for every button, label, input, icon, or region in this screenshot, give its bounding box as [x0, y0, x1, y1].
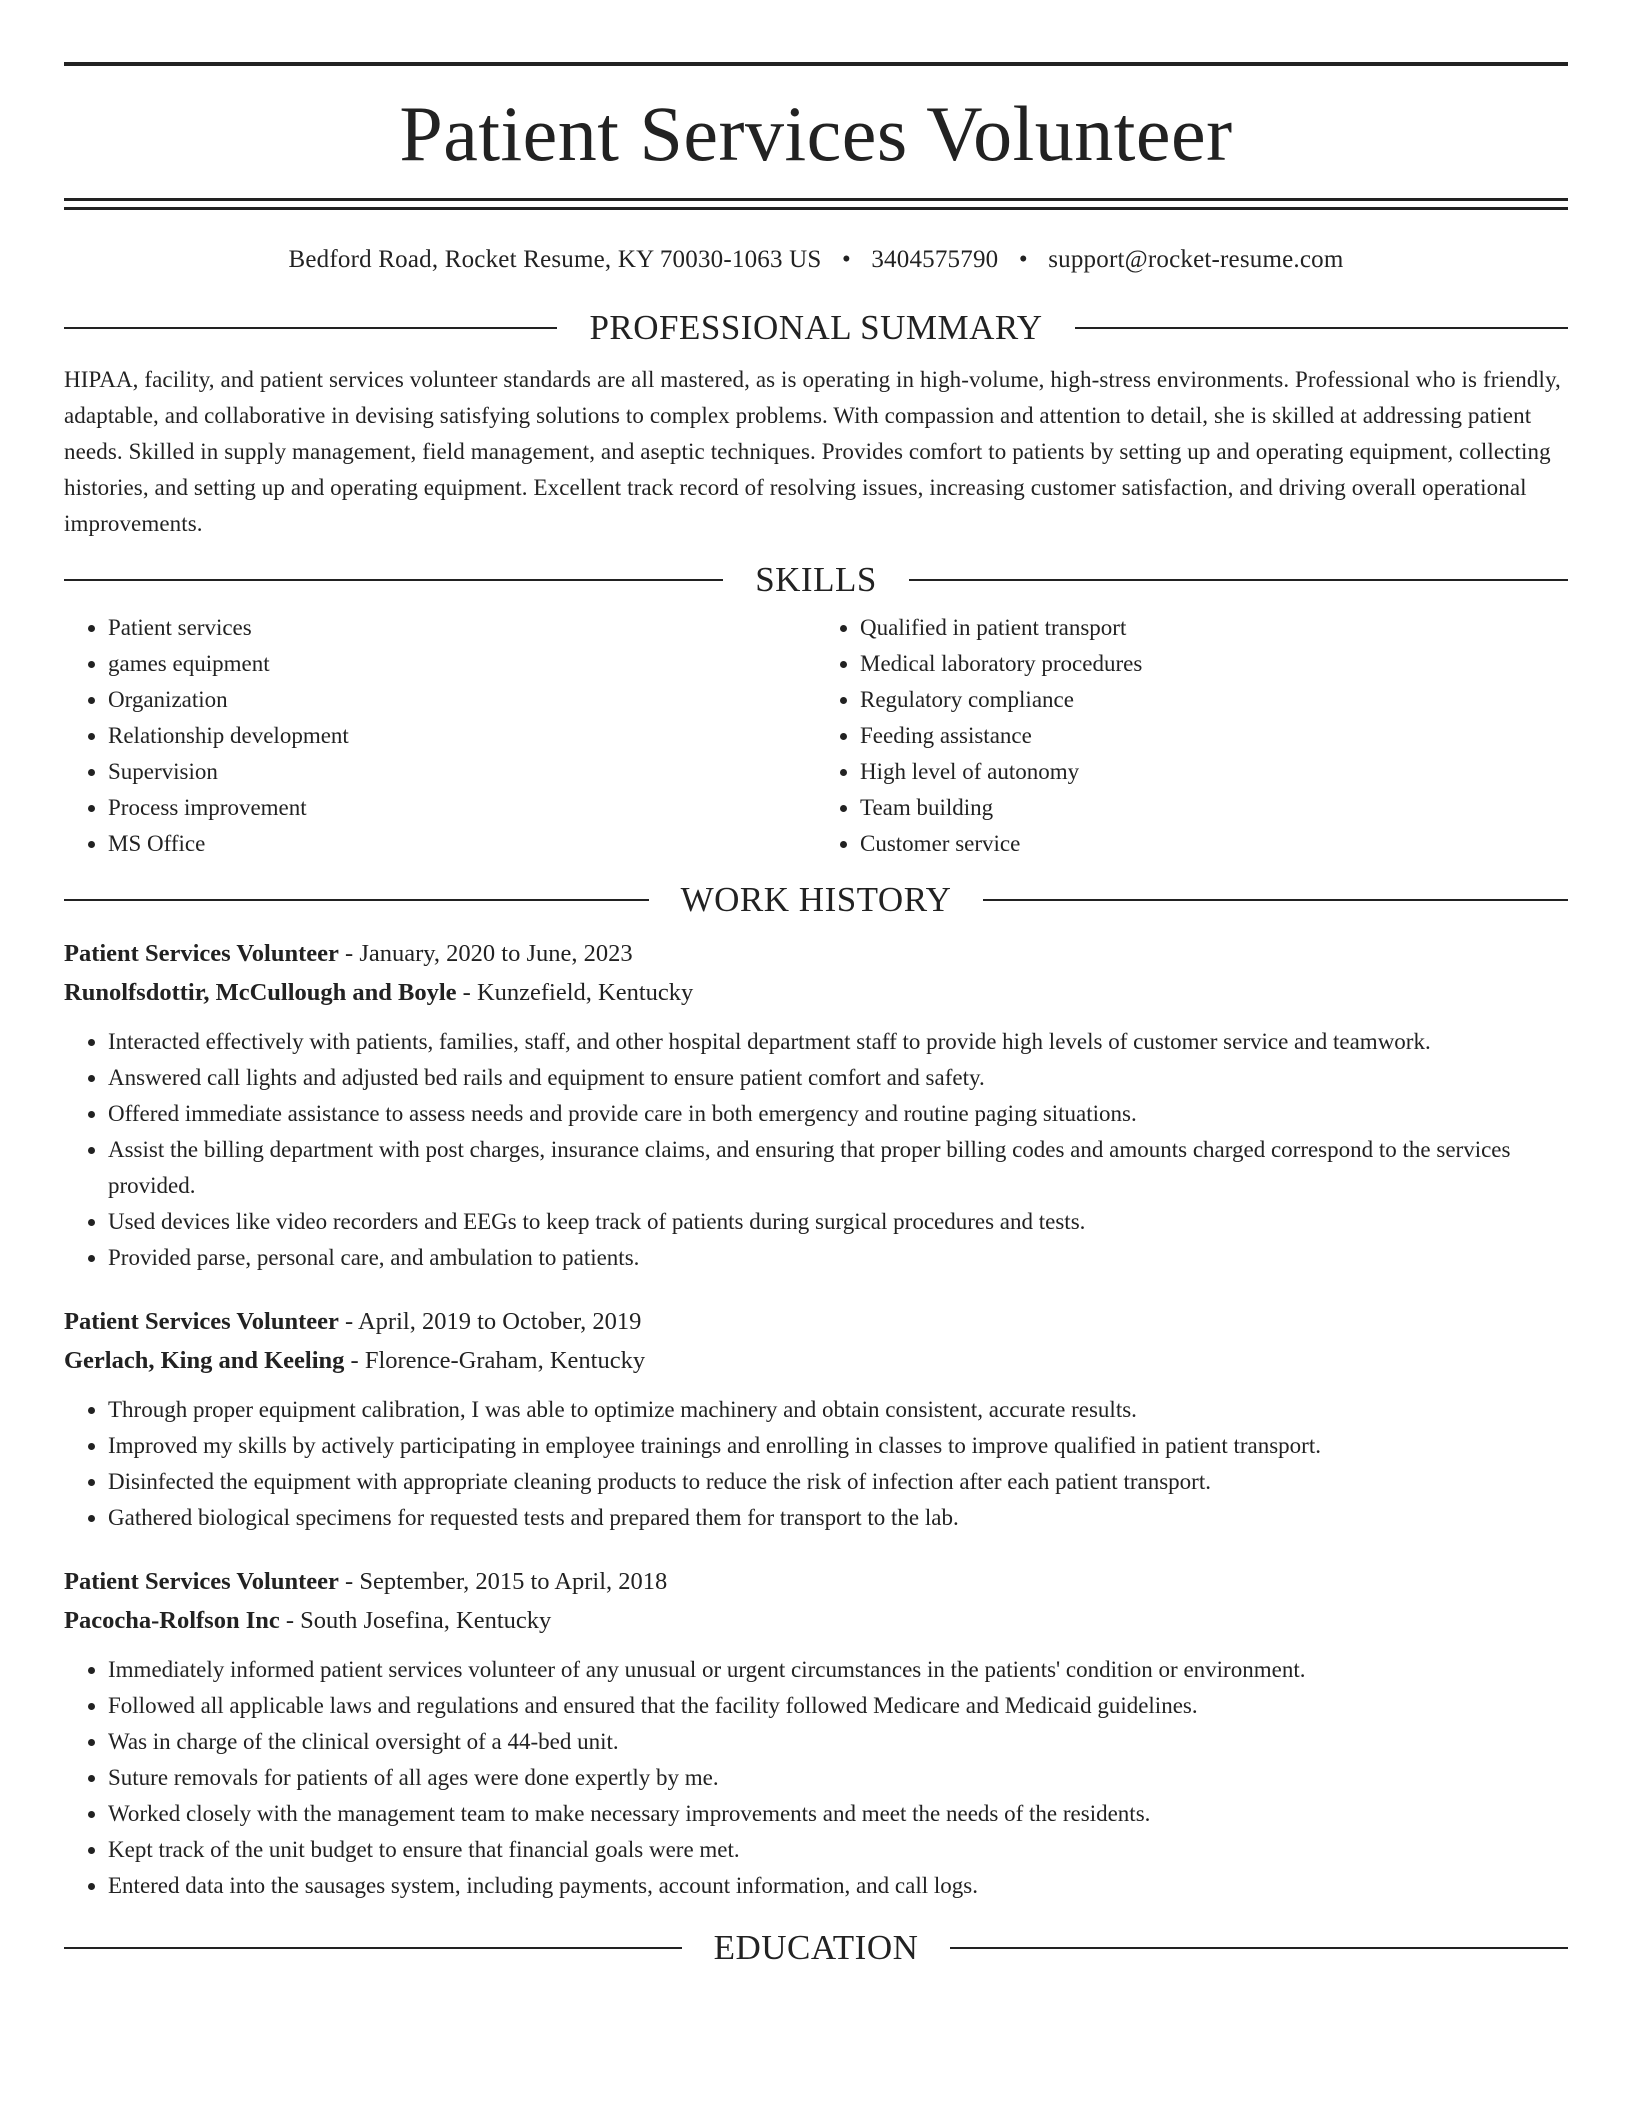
job-bullets — [64, 1024, 1568, 1276]
job-dates: January, 2020 to June, 2023 — [359, 940, 633, 967]
job-bullet: • Worked closely with the management team to make necessary improvements and meet the needs of the residents. — [108, 1796, 1568, 1832]
job-entry — [64, 1562, 1568, 1904]
job-bullet: • Offered immediate assistance to assess needs and provide care in both emergency and routine paging situations. — [108, 1096, 1568, 1132]
job-bullet: • Was in charge of the clinical oversight of a 44-bed unit. — [108, 1724, 1568, 1760]
job-location: Kunzefield, Kentucky — [476, 979, 694, 1006]
contact-phone: 3404575790 — [871, 246, 999, 273]
skills-list — [64, 610, 1568, 862]
job-bullet: • Immediately informed patient services volunteer of any unusual or urgent circumstances in the patients' condition or environment. — [108, 1652, 1568, 1688]
dash: - — [462, 979, 471, 1006]
job-bullet: • Entered data into the sausages system, including payments, account information, and call logs. — [108, 1868, 1568, 1904]
skill-item: • Supervision — [108, 754, 816, 790]
job-title-line — [64, 1302, 1568, 1341]
skill-item: • High level of autonomy — [860, 754, 1568, 790]
skill-item: • games equipment — [108, 646, 816, 682]
job-bullet: • Disinfected the equipment with appropriate cleaning products to reduce the risk of infection after each patient transport. — [108, 1464, 1568, 1500]
education-section-heading — [64, 1926, 1568, 1970]
job-bullets — [64, 1392, 1568, 1536]
job-bullet: • Provided parse, personal care, and ambulation to patients. — [108, 1240, 1568, 1276]
job-bullet: • Interacted effectively with patients, families, staff, and other hospital department staff to provide high levels of customer service and teamwork. — [108, 1024, 1568, 1060]
job-bullet: • Suture removals for patients of all ages were done expertly by me. — [108, 1760, 1568, 1796]
job-title: Patient Services Volunteer — [64, 1568, 339, 1595]
job-dates: September, 2015 to April, 2018 — [359, 1568, 668, 1595]
heading-rule — [950, 1947, 1568, 1949]
work-history-list — [64, 934, 1568, 1904]
skill-item: • Team building — [860, 790, 1568, 826]
skill-item: • Customer service — [860, 826, 1568, 862]
job-company-line — [64, 1341, 1568, 1380]
contact-email: support@rocket-resume.com — [1048, 246, 1344, 273]
contact-separator: • — [841, 246, 851, 273]
job-company: Runolfsdottir, McCullough and Boyle — [64, 979, 457, 1006]
heading-rule — [64, 579, 723, 581]
heading-rule — [1075, 327, 1568, 329]
skills-heading: SKILLS — [755, 560, 877, 599]
job-dates: April, 2019 to October, 2019 — [357, 1308, 642, 1335]
job-title: Patient Services Volunteer — [64, 940, 339, 967]
heading-rule — [909, 579, 1568, 581]
job-company-line — [64, 1601, 1568, 1640]
skill-item: • Process improvement — [108, 790, 816, 826]
job-bullet: • Through proper equipment calibration, I was able to optimize machinery and obtain consistent, accurate results. — [108, 1392, 1568, 1428]
skills-section-heading — [64, 558, 1568, 602]
skills-column-right — [816, 610, 1568, 862]
top-rule — [64, 62, 1568, 66]
work-history-heading: WORK HISTORY — [680, 880, 952, 919]
dash: - — [285, 1607, 295, 1634]
heading-rule — [64, 899, 649, 901]
job-entry — [64, 1302, 1568, 1536]
contact-separator: • — [1018, 246, 1028, 273]
dash: - — [345, 1568, 354, 1595]
job-bullet: • Assist the billing department with post charges, insurance claims, and ensuring that proper billing codes and amounts charged correspond to the services provided. — [108, 1132, 1568, 1204]
skill-item: • Patient services — [108, 610, 816, 646]
contact-address: Bedford Road, Rocket Resume, KY 70030-1063 US — [288, 246, 822, 273]
resume-page — [64, 62, 1568, 1970]
heading-rule — [983, 899, 1568, 901]
summary-heading: PROFESSIONAL SUMMARY — [589, 308, 1043, 347]
job-location: South Josefina, Kentucky — [300, 1607, 552, 1634]
job-location: Florence-Graham, Kentucky — [364, 1347, 646, 1374]
skill-item: • Qualified in patient transport — [860, 610, 1568, 646]
job-title: Patient Services Volunteer — [64, 1308, 339, 1335]
dash: - — [345, 940, 354, 967]
work-history-section-heading — [64, 878, 1568, 922]
job-bullet: • Kept track of the unit budget to ensure that financial goals were met. — [108, 1832, 1568, 1868]
candidate-name: Patient Services Volunteer — [399, 90, 1233, 177]
contact-line — [64, 244, 1568, 276]
job-company: Pacocha-Rolfson Inc — [64, 1607, 280, 1634]
job-title-line — [64, 1562, 1568, 1601]
skill-item: • Regulatory compliance — [860, 682, 1568, 718]
education-heading: EDUCATION — [713, 1928, 919, 1967]
job-entry — [64, 934, 1568, 1276]
header-double-rule — [64, 198, 1568, 210]
skills-column-left — [64, 610, 816, 862]
dash: - — [345, 1308, 354, 1335]
skill-item: • Feeding assistance — [860, 718, 1568, 754]
job-bullet: • Followed all applicable laws and regulations and ensured that the facility followed Medicare and Medicaid guidelines. — [108, 1688, 1568, 1724]
job-company-line — [64, 973, 1568, 1012]
job-bullet: • Gathered biological specimens for requested tests and prepared them for transport to the lab. — [108, 1500, 1568, 1536]
dash: - — [350, 1347, 359, 1374]
job-bullet: • Improved my skills by actively participating in employee trainings and enrolling in classes to improve qualified in patient transport. — [108, 1428, 1568, 1464]
heading-rule — [64, 327, 557, 329]
skill-item: • MS Office — [108, 826, 816, 862]
job-bullet: • Used devices like video recorders and EEGs to keep track of patients during surgical procedures and tests. — [108, 1204, 1568, 1240]
job-bullets — [64, 1652, 1568, 1904]
skill-item: • Relationship development — [108, 718, 816, 754]
skill-item: • Organization — [108, 682, 816, 718]
skill-item: • Medical laboratory procedures — [860, 646, 1568, 682]
job-title-line — [64, 934, 1568, 973]
job-bullet: • Answered call lights and adjusted bed rails and equipment to ensure patient comfort and safety. — [108, 1060, 1568, 1096]
summary-section-heading — [64, 306, 1568, 350]
heading-rule — [64, 1947, 682, 1949]
job-company: Gerlach, King and Keeling — [64, 1347, 345, 1374]
summary-text: HIPAA, facility, and patient services volunteer standards are all mastered, as is operating in high-volume, high-stress environments. Professional who is friendly, adaptable, and collaborative in devising satisfying solutions to complex problems. With compassion and attention to detail, she is skilled at addressing patient needs. Skilled in supply management, field management, and aseptic techniques. Provides comfort to patients by setting up and operating equipment, collecting histories, and setting up and operating equipment. Excellent track record of resolving issues, increasing customer satisfaction, and driving overall operational improvements. — [64, 367, 1561, 536]
